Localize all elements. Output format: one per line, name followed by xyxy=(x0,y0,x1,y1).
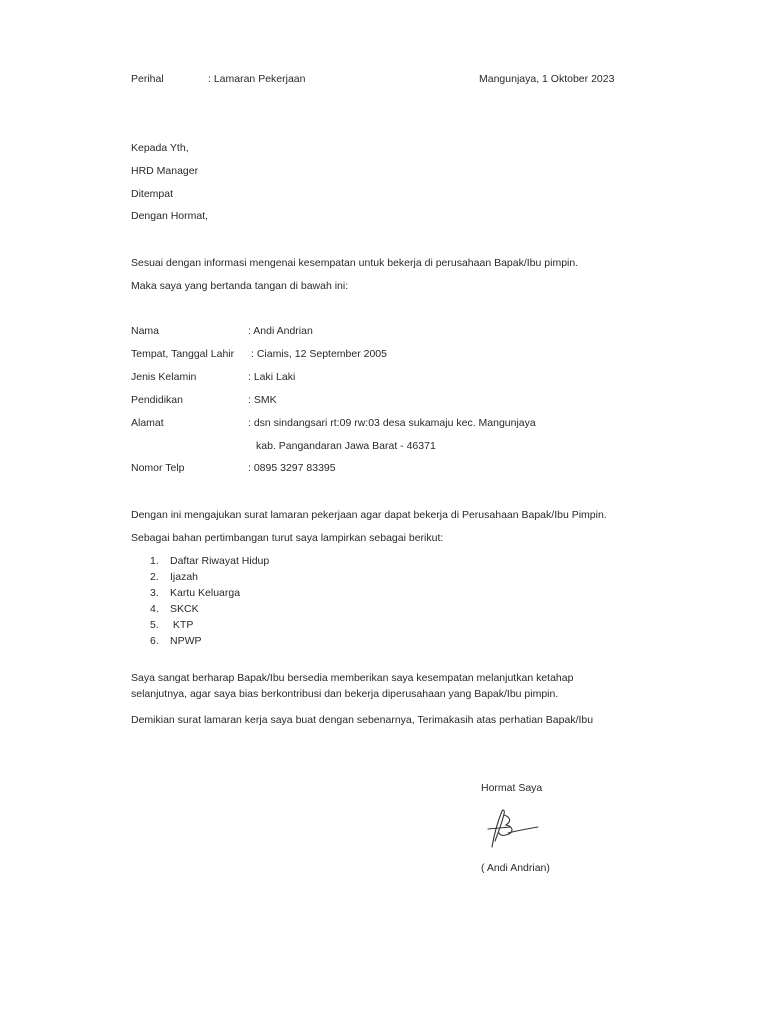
recipient-line-3: Ditempat xyxy=(131,188,174,200)
nama-value: : Andi Andrian xyxy=(248,325,313,337)
pendidikan-value: : SMK xyxy=(248,394,277,406)
intro-line-2: Maka saya yang bertanda tangan di bawah ini: xyxy=(131,280,349,292)
list-item-text: SKCK xyxy=(170,603,199,615)
list-item-number: 4. xyxy=(150,603,159,615)
list-item-text: Ijazah xyxy=(170,571,199,583)
list-item-text: KTP xyxy=(170,619,194,631)
list-item-text: NPWP xyxy=(170,635,202,647)
handwritten-signature xyxy=(480,803,550,851)
signer-name: ( Andi Andrian) xyxy=(481,862,550,874)
telp-value: : 0895 3297 83395 xyxy=(248,462,336,474)
jenis-kelamin-label: Jenis Kelamin xyxy=(131,371,197,383)
intro-line-1: Sesuai dengan informasi mengenai kesempatan untuk bekerja di perusahaan Bapak/Ibu pimpin. xyxy=(131,257,579,269)
closing-paragraph-1: Saya sangat berharap Bapak/Ibu bersedia memberikan saya kesempatan melanjutkan ketahap selanjutnya, agar saya bias berkontribusi dan bekerja diperusahaan yang Bapak/Ibu pimpin. xyxy=(131,672,574,700)
list-item-number: 2. xyxy=(150,571,159,583)
alamat-value-2: kab. Pangandaran Jawa Barat - 46371 xyxy=(256,440,436,452)
ttl-value: : Ciamis, 12 September 2005 xyxy=(251,348,387,360)
list-item-text: Kartu Keluarga xyxy=(170,587,241,599)
recipient-line-1: Kepada Yth, xyxy=(131,142,189,154)
perihal-value: : Lamaran Pekerjaan xyxy=(208,73,306,85)
alamat-label: Alamat xyxy=(131,417,164,429)
body-line-2: Sebagai bahan pertimbangan turut saya lampirkan sebagai berikut: xyxy=(131,532,444,544)
list-item-number: 1. xyxy=(150,555,159,567)
perihal-label: Perihal xyxy=(131,73,164,85)
jenis-kelamin-value: : Laki Laki xyxy=(248,371,296,383)
nama-label: Nama xyxy=(131,325,160,337)
list-item-number: 5. xyxy=(150,619,159,631)
closing-paragraph-2: Demikian surat lamaran kerja saya buat dengan sebenarnya, Terimakasih atas perhatian Bapak/Ibu xyxy=(131,714,594,726)
ttl-label: Tempat, Tanggal Lahir xyxy=(131,348,235,360)
body-line-1: Dengan ini mengajukan surat lamaran pekerjaan agar dapat bekerja di Perusahaan Bapak/Ibu Pimpin. xyxy=(131,509,607,521)
salutation: Hormat Saya xyxy=(481,782,543,794)
list-item-text: Daftar Riwayat Hidup xyxy=(170,555,270,567)
greeting: Dengan Hormat, xyxy=(131,210,209,222)
place-date: Mangunjaya, 1 Oktober 2023 xyxy=(479,73,615,85)
telp-label: Nomor Telp xyxy=(131,462,185,474)
alamat-value-1: : dsn sindangsari rt:09 rw:03 desa sukamaju kec. Mangunjaya xyxy=(248,417,536,429)
list-item-number: 6. xyxy=(150,635,159,647)
list-item-number: 3. xyxy=(150,587,159,599)
recipient-line-2: HRD Manager xyxy=(131,165,199,177)
pendidikan-label: Pendidikan xyxy=(131,394,183,406)
